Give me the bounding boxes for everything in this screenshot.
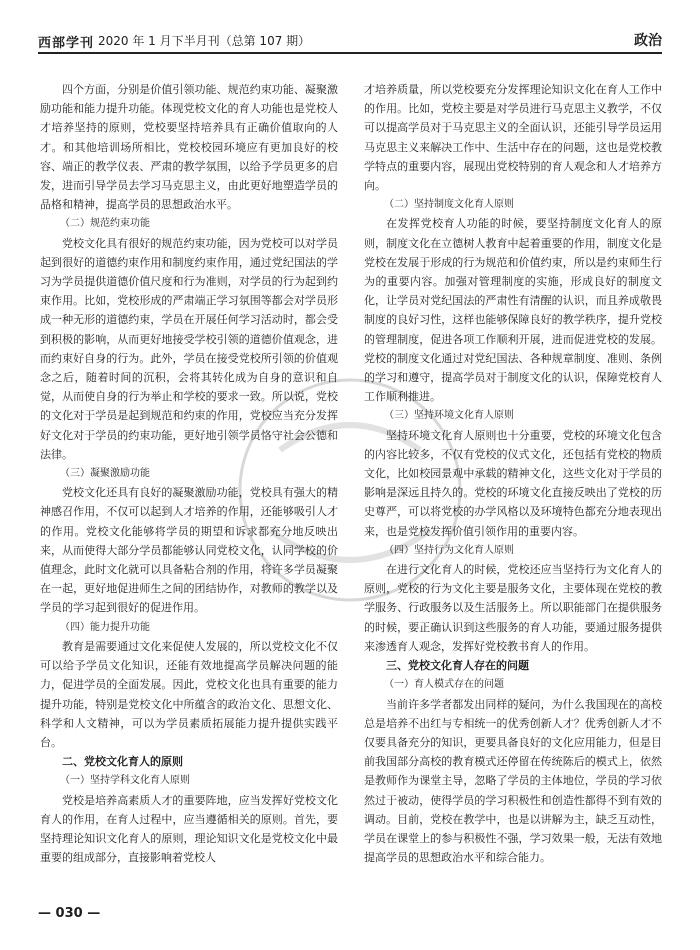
subsection-heading: （四）能力提升功能 [60,621,150,633]
issue-info: 2020 年 1 月下半月刊（总第 107 期） [98,34,311,48]
paragraph: 四个方面，分别是价值引领功能、规范约束功能、凝聚激励功能和能力提升功能。体现党校文化的育人功能也是党校人才培养坚持的原则，党校要坚持培养具有正确价值取向的人才。和其他培训场所相比，党校校园环境应有更加良好的校容、端正的教学仪表、严肃的教学氛围，以给予学员更多的启发，进而引导学员去学习马克思主义，由此更好地塑造学员的品格和精神，提高学员的思想政治水平。 [40,83,338,212]
paragraph: 教育是需要通过文化来促使人发展的，所以党校文化不仅可以给予学员文化知识，还能有效地提高学员解决问题的能力，促进学员的全面发展。因此，党校文化也具有重要的能力提升功能，特别是党校文化中所蕴含的政治文化、思想文化、科学和人文精神，可以为学员素质拓展能力提升提供实践平台。 [40,639,338,749]
paragraph: 当前许多学者都发出同样的疑问，为什么我国现在的高校总是培养不出红与专相统一的优秀创新人才？优秀创新人才不仅要具备充分的知识，更要具备良好的文化应用能力，但是目前我国部分高校的教育模式还停留在传统陈后的模式上，依然是教师作为课堂主导，忽略了学员的主体地位，学员的学习依然过于被动，使得学员的学习积极性和创造性都得不到有效的调动。目前，党校在教学中，也是以讲解为主，缺乏互动性，学员在课堂上的参与积极性不强，学习效果一般，无法有效地提高学员的思想政治水平和综合能力。 [364,697,662,865]
subsection-heading: （三）凝聚激励功能 [60,468,150,480]
subsection-heading: （一）育人模式存在的问题 [384,679,504,691]
subsection-heading: （三）坚持环境文化育人原则 [384,410,514,422]
section-name: 政治 [634,33,662,49]
paragraph: 在发挥党校育人功能的时候，要坚持制度文化育人的原则，制度文化在立德树人教育中起着重要的作用，制度文化是党校在发展于形成的行为规范和价值约束，所以是约束师生行为的重要内容。加强对管理制度的实施，形成良好的制度文化，让学员对党纪国法的严肃性有清醒的认识，而且养成敬畏制度的良好习性，这样也能够保障良好的教学秩序，提升党校的管理制度，促进各项工作顺利开展，进而促进党校的发展。党校的制度文化通过对党纪国法、各种规章制度、准则、条例的学习和遵守，提高学员对于制度文化的认识，保障党校育人工作顺利推进。 [364,217,662,404]
section-heading: 三、党校文化育人存在的问题 [386,659,529,673]
subsection-heading: （二）规范约束功能 [60,218,150,230]
page-header [38,28,662,54]
subsection-heading: （四）坚持行为文化育人原则 [384,544,514,556]
subsection-heading: （一）坚持学科文化育人原则 [60,775,190,787]
paragraph: 坚持环境文化育人原则也十分重要，党校的环境文化包含的内容比较多，不仅有党校的仪式文化，还包括有党校的物质文化，比如校园景观中承载的精神文化，这些文化对于学员的影响是深远且持久的。党校的环境文化直接反映出了党校的历史尊严，可以将党校的办学风格以及环境特色都充分地表现出来，也是党校发挥价值引领作用的重要内容。 [364,428,662,538]
section-heading: 二、党校文化育人的原则 [62,755,183,769]
page-number: — 030 — [38,906,101,921]
paragraph: 在进行文化育人的时候，党校还应当坚持行为文化育人的原则，党校的行为文化主要是服务文化，主要体现在党校的教学服务、行政服务以及生活服务上。所以职能部门在提供服务的时候，要正确认识到这些服务的育人功能，要通过服务提供来渗透育人观念，发挥好党校教书育人的作用。 [364,563,662,653]
paragraph: 党校文化还具有良好的凝聚激励功能，党校具有强大的精神感召作用，不仅可以起到人才培养的作用，还能够吸引人才的作用。党校文化能够将学员的期望和诉求都充分地反映出来，从而使得大部分学员都能够认同党校文化，认同学校的价值理念，此时文化就可以具备粘合剂的作用，将许多学员凝聚在一起，更好地促进师生之间的团结协作，对教师的教学以及学员的学习起到很好的促进作用。 [40,486,338,615]
journal-name: 西部学刊 [38,36,95,51]
left-column [40,80,338,867]
header-rule [38,52,662,54]
paragraph: 才培养质量，所以党校要充分发挥理论知识文化在育人工作中的作用。比如，党校主要是对学员进行马克思主义教学，不仅可以提高学员对于马克思主义的全面认识，还能引导学员运用马克思主义来解决工作中、生活中存在的问题，这也是党校教学特点的重要内容，展现出党校特别的育人观念和人才培养方向。 [364,83,662,193]
paragraph: 党校是培养高素质人才的重要阵地，应当发挥好党校文化育人的作用，在育人过程中，应当遵循相关的原则。首先，要坚持理论知识文化育人的原则，理论知识文化是党校文化中最重要的组成部分，直接影响着党校人 [40,793,338,865]
paragraph: 党校文化具有很好的规范约束功能，因为党校可以对学员起到很好的道德约束作用和制度约束作用，通过党纪国法的学习为学员提供道德价值尺度和行为准则，对学员的行为起到约束作用。比如，党校形成的严肃端正学习氛围等都会对学员形成一种无形的道德约束，学员在开展任何学习活动时，都会受到积极的影响，从而更好地接受学校引领的道德价值观念，进而约束好自身的行为。此外，学员在接受党校所引领的价值观念之后，随着时间的沉积，会将其转化成为自身的意识和自觉，从而使自身的行为举止和学校的要求一致。所以说，党校的文化对于学员是起到规范和约束的作用，党校应当充分发挥好文化对于学员的约束功能，更好地引领学员恪守社会公德和法律。 [40,236,338,461]
subsection-heading: （二）坚持制度文化育人原则 [384,199,514,211]
right-column [364,80,662,867]
